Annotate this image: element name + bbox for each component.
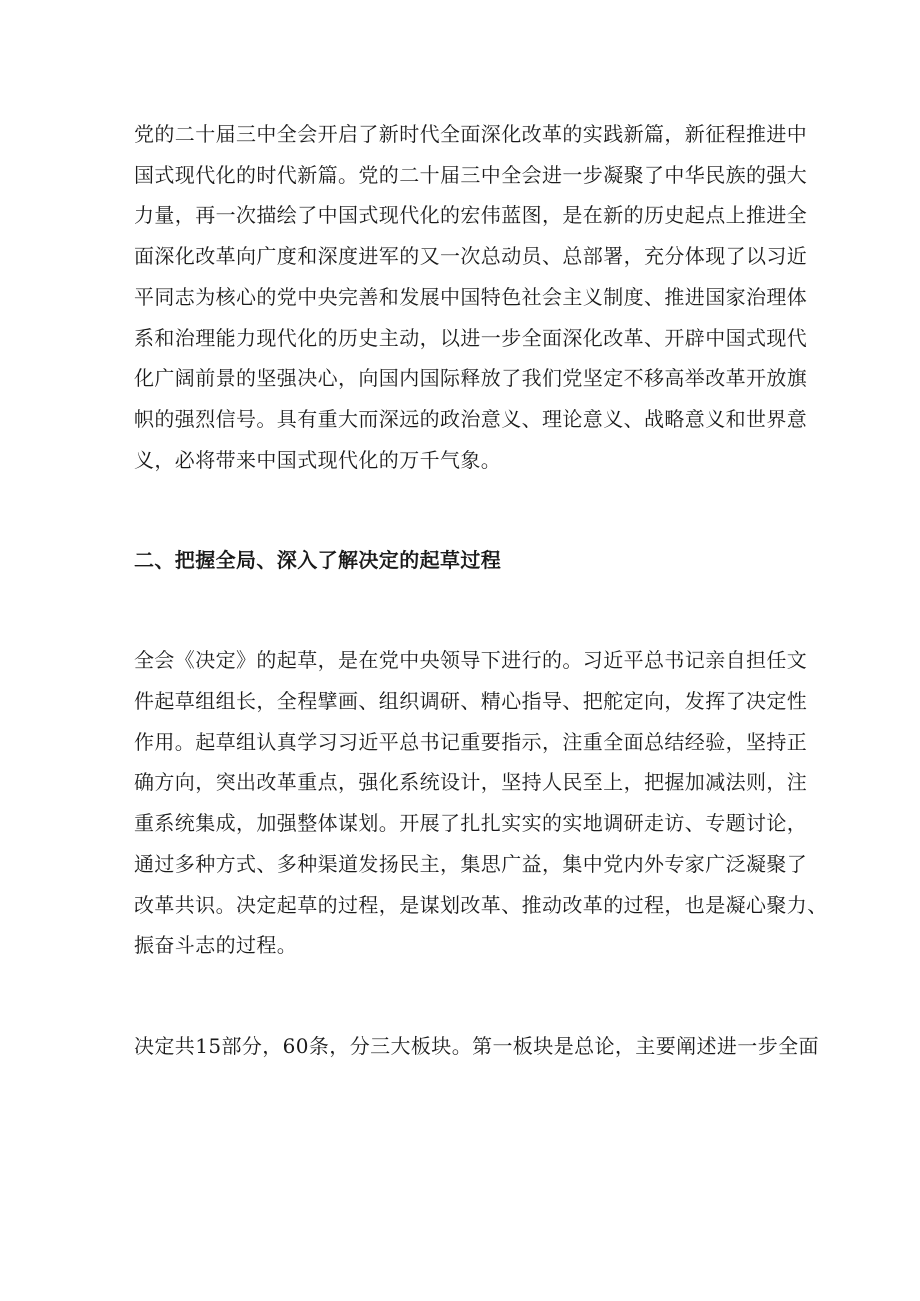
text-line: 化广阔前景的坚强决心，向国内国际释放了我们党坚定不移高举改革开放旗 <box>134 366 808 391</box>
section-heading: 二、把握全局、深入了解决定的起草过程 <box>134 548 502 573</box>
text-line: 力量，再一次描绘了中国式现代化的宏伟蓝图，是在新的历史起点上推进全 <box>134 203 808 228</box>
paragraph-spacer <box>134 480 794 540</box>
text-line: 义，必将带来中国式现代化的万千气象。 <box>134 447 502 472</box>
text-line: 面深化改革向广度和深度进军的又一次总动员、总部署，充分体现了以习近 <box>134 244 808 269</box>
paragraph-spacer <box>134 966 794 1026</box>
text-line: 确方向，突出改革重点，强化系统设计，坚持人民至上，把握加减法则，注 <box>134 770 808 795</box>
paragraph-drafting <box>134 640 828 966</box>
paragraph-spacer <box>134 580 794 640</box>
paragraph-structure <box>134 1026 819 1067</box>
text-line: 党的二十届三中全会开启了新时代全面深化改革的实践新篇，新征程推进中 <box>134 122 808 146</box>
text-line: 重系统集成，加强整体谋划。开展了扎扎实实的实地调研走访、专题讨论， <box>134 811 808 836</box>
text-line: 全会《决定》的起草，是在党中央领导下进行的。习近平总书记亲自担任文 <box>134 648 808 673</box>
text-line: 件起草组组长，全程擘画、组织调研、精心指导、把舵定向，发挥了决定性 <box>134 689 808 714</box>
text-line: 系和治理能力现代化的历史主动，以进一步全面深化改革、开辟中国式现代 <box>134 325 808 350</box>
paragraph-intro <box>134 114 808 480</box>
text-line: 通过多种方式、多种渠道发扬民主，集思广益，集中党内外专家广泛凝聚了 <box>134 851 808 876</box>
document-body <box>134 114 828 1067</box>
text-line: 决定共15部分，60条，分三大板块。第一板块是总论，主要阐述进一步全面 <box>134 1033 819 1058</box>
text-line: 帜的强烈信号。具有重大而深远的政治意义、理论意义、战略意义和世界意 <box>134 406 808 431</box>
text-line: 国式现代化的时代新篇。党的二十届三中全会进一步凝聚了中华民族的强大 <box>134 162 808 187</box>
text-line: 改革共识。决定起草的过程，是谋划改革、推动改革的过程，也是凝心聚力、 <box>134 892 828 917</box>
text-line: 平同志为核心的党中央完善和发展中国特色社会主义制度、推进国家治理体 <box>134 284 808 309</box>
text-line: 振奋斗志的过程。 <box>134 933 298 958</box>
text-line: 作用。起草组认真学习习近平总书记重要指示，注重全面总结经验，坚持正 <box>134 729 808 754</box>
